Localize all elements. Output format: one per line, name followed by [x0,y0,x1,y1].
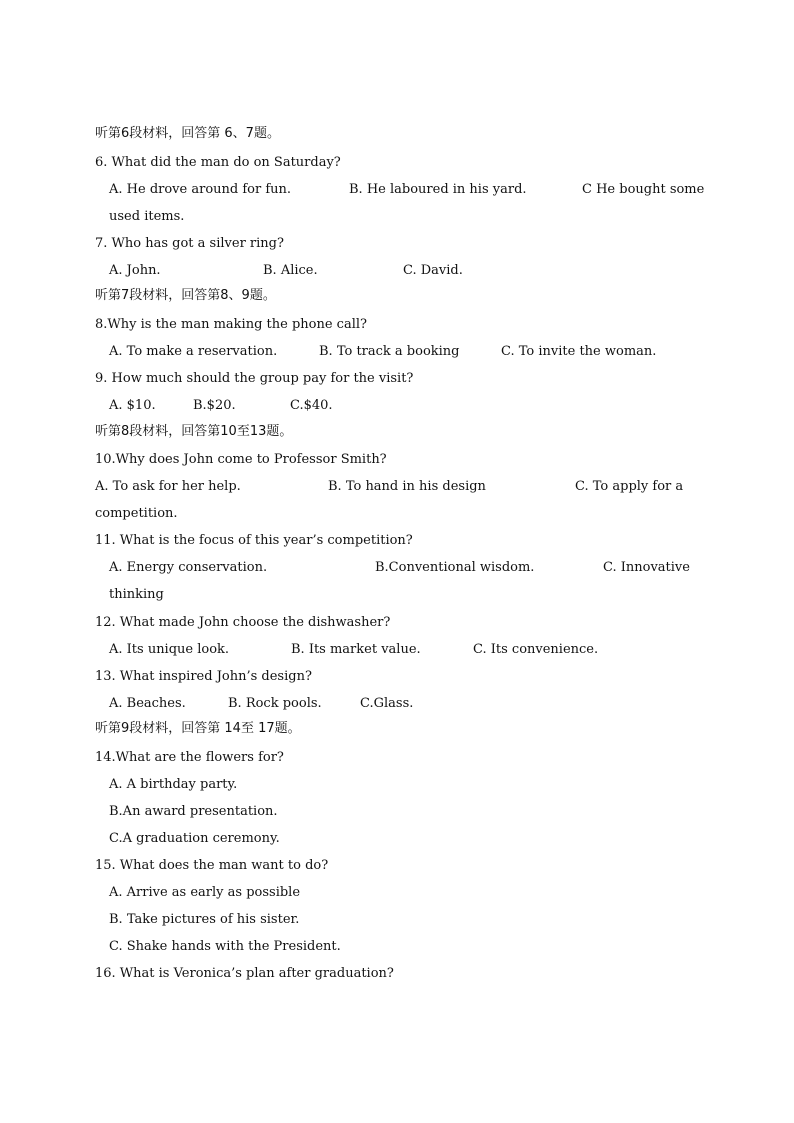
question-13-stem: 13. What inspired John’s design? [95,669,312,684]
question-10-stem: 10.Why does John come to Professor Smith? [95,452,387,467]
question-13-option-b: B. Rock pools. [228,696,322,711]
section-heading-8: 听第8段材料，回答第10至13题。 [95,424,293,439]
question-6-stem: 6. What did the man do on Saturday? [95,155,341,170]
question-16-stem: 16. What is Veronica’s plan after graduation? [95,966,394,981]
question-15-option-b: B. Take pictures of his sister. [109,912,300,927]
question-11-option-a: A. Energy conservation. [109,560,268,575]
question-11-option-c: C. Innovative [603,560,690,575]
question-12-option-c: C. Its convenience. [473,642,599,657]
question-12-option-b: B. Its market value. [291,642,421,657]
question-14-stem: 14.What are the flowers for? [95,750,284,765]
question-10-option-a: A. To ask for her help. [95,479,241,494]
section-heading-6: 听第6段材料，回答第 6、7题。 [95,126,280,141]
question-15-option-c: C. Shake hands with the President. [109,939,341,954]
question-13-option-a: A. Beaches. [109,696,186,711]
question-9-option-b: B.$20. [193,398,236,413]
question-8-stem: 8.Why is the man making the phone call? [95,317,367,332]
question-11-option-b: B.Conventional wisdom. [375,560,535,575]
question-15-stem: 15. What does the man want to do? [95,858,329,873]
question-10-option-b: B. To hand in his design [328,479,486,494]
question-12-option-a: A. Its unique look. [109,642,230,657]
question-13-option-c: C.Glass. [360,696,414,711]
question-10-option-c-continued: competition. [95,506,178,521]
question-7-stem: 7. Who has got a silver ring? [95,236,284,251]
question-11-option-c-continued: thinking [109,587,164,602]
question-15-option-a: A. Arrive as early as possible [109,885,301,900]
question-6-option-c-continued: used items. [109,209,185,224]
question-14-option-c: C.A graduation ceremony. [109,831,280,846]
question-9-option-a: A. $10. [109,398,156,413]
question-7-option-c: C. David. [403,263,463,278]
question-6-option-a: A. He drove around for fun. [109,182,292,197]
question-8-option-c: C. To invite the woman. [501,344,657,359]
question-7-option-b: B. Alice. [263,263,318,278]
section-heading-9: 听第9段材料，回答第 14至 17题。 [95,721,301,736]
question-8-option-a: A. To make a reservation. [109,344,278,359]
question-11-stem: 11. What is the focus of this year’s competition? [95,533,413,548]
question-6-option-b: B. He laboured in his yard. [349,182,527,197]
question-14-option-b: B.An award presentation. [109,804,278,819]
question-7-option-a: A. John. [109,263,161,278]
question-12-stem: 12. What made John choose the dishwasher? [95,615,391,630]
question-9-option-c: C.$40. [290,398,333,413]
question-8-option-b: B. To track a booking [319,344,460,359]
section-heading-7: 听第7段材料，回答第8、9题。 [95,288,276,303]
question-6-option-c: C He bought some [582,182,705,197]
question-9-stem: 9. How much should the group pay for the visit? [95,371,414,386]
question-14-option-a: A. A birthday party. [109,777,238,792]
question-10-option-c: C. To apply for a [575,479,684,494]
